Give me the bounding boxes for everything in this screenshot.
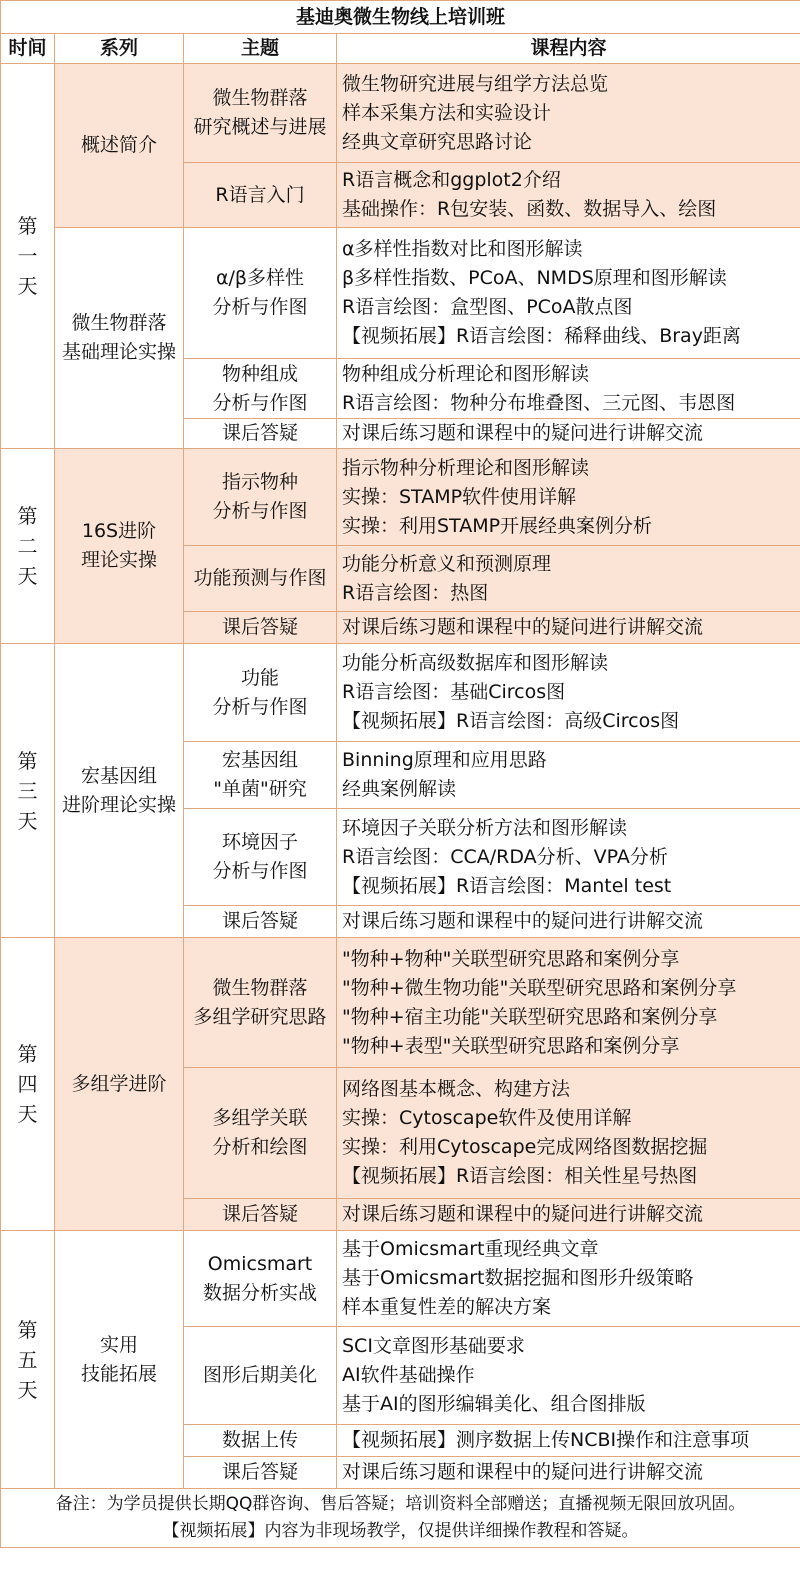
topic-name-line: 数据分析实战 — [202, 1281, 317, 1304]
content-line: 实操：利用STAMP开展经典案例分析 — [342, 514, 653, 537]
content-line: 样本采集方法和实验设计 — [342, 101, 552, 124]
day-char: 天 — [17, 1102, 38, 1126]
content-line: 【视频拓展】R语言绘图：Mantel test — [342, 874, 672, 897]
content-line: Binning原理和应用思路 — [342, 749, 547, 771]
topic-name-line: 微生物群落 — [212, 976, 308, 999]
content-line: 经典案例解读 — [342, 778, 457, 800]
topic-name-line: 物种组成 — [221, 362, 298, 385]
header-topic: 主题 — [184, 34, 337, 64]
day-cell — [1, 644, 55, 938]
day-char: 天 — [17, 564, 38, 588]
content-line: 对课后练习题和课程中的疑问进行讲解交流 — [342, 1461, 704, 1483]
table-row — [1, 449, 800, 546]
day-char: 第 — [17, 504, 38, 528]
series-name-line: 宏基因组 — [80, 764, 157, 787]
table-row — [1, 64, 800, 163]
content-line: α多样性指数对比和图形解读 — [342, 238, 583, 260]
content-line: 网络图基本概念、构建方法 — [342, 1078, 571, 1100]
topic-cell — [184, 228, 337, 359]
content-line: R语言绘图：CCA/RDA分析、VPA分析 — [342, 845, 668, 868]
content-cell — [337, 906, 800, 938]
content-line: 基于Omicsmart重现经典文章 — [342, 1238, 599, 1260]
content-cell — [337, 742, 800, 809]
content-line: "物种+表型"关联型研究思路和案例分享 — [342, 1034, 680, 1057]
topic-name-line: 课后答疑 — [221, 1203, 298, 1225]
topic-name-line: 指示物种 — [221, 471, 298, 493]
content-line: 指示物种分析理论和图形解读 — [342, 456, 590, 479]
topic-name-line: Omicsmart — [207, 1252, 313, 1275]
content-line: 对课后练习题和课程中的疑问进行讲解交流 — [342, 422, 704, 444]
content-line: 功能分析高级数据库和图形解读 — [342, 652, 609, 674]
topic-name-line: 数据上传 — [221, 1429, 298, 1451]
topic-name-line: 图形后期美化 — [202, 1364, 317, 1386]
topic-cell — [184, 1457, 337, 1489]
topic-cell — [184, 419, 337, 449]
topic-name-line: R语言入门 — [215, 183, 305, 206]
topic-cell — [184, 1425, 337, 1457]
day-cell — [1, 938, 55, 1231]
content-line: 基础操作：R包安装、函数、数据导入、绘图 — [342, 198, 717, 220]
content-cell — [337, 809, 800, 906]
day-char: 二 — [17, 534, 38, 558]
topic-name-line: 功能 — [240, 666, 279, 689]
topic-name-line: 多组学研究思路 — [193, 1005, 327, 1028]
topic-name-line: 分析与作图 — [212, 500, 308, 522]
topic-cell — [184, 163, 337, 228]
content-line: 样本重复性差的解决方案 — [342, 1296, 552, 1318]
day-char: 天 — [17, 1377, 38, 1402]
day-char: 第 — [17, 214, 38, 238]
series-cell — [55, 64, 184, 228]
series-name-line: 理论实操 — [80, 549, 157, 571]
day-char: 第 — [17, 1317, 38, 1342]
series-cell — [55, 1231, 184, 1489]
header-series: 系列 — [55, 34, 184, 64]
topic-cell — [184, 449, 337, 546]
content-line: R语言绘图：盒型图、PCoA散点图 — [342, 296, 633, 318]
topic-cell — [184, 1231, 337, 1327]
content-cell — [337, 64, 800, 163]
day-char: 五 — [17, 1347, 38, 1372]
series-cell — [55, 449, 184, 644]
topic-cell — [184, 612, 337, 644]
series-name-line: 基础理论实操 — [61, 341, 176, 363]
content-cell — [337, 546, 800, 612]
topic-name-line: 课后答疑 — [221, 910, 298, 932]
header-content: 课程内容 — [337, 34, 800, 64]
topic-name-line: 环境因子 — [221, 831, 298, 853]
table-row — [1, 938, 800, 1068]
content-line: 【视频拓展】R语言绘图：稀释曲线、Bray距离 — [342, 325, 741, 347]
header-time: 时间 — [1, 34, 55, 64]
content-cell — [337, 449, 800, 546]
content-line: 【视频拓展】R语言绘图：高级Circos图 — [342, 710, 680, 732]
topic-cell — [184, 1199, 337, 1231]
content-line: 对课后练习题和课程中的疑问进行讲解交流 — [342, 1203, 704, 1225]
content-line: 实操：利用Cytoscape完成网络图数据挖掘 — [342, 1136, 708, 1158]
content-line: 实操：Cytoscape软件及使用详解 — [342, 1107, 632, 1129]
topic-cell — [184, 546, 337, 612]
content-line: AI软件基础操作 — [342, 1364, 475, 1386]
content-line: 实操：STAMP软件使用详解 — [342, 485, 577, 508]
content-line: 基于Omicsmart数据挖掘和图形升级策略 — [342, 1267, 694, 1289]
topic-name-line: α/β多样性 — [215, 267, 305, 289]
series-name-line: 实用 — [99, 1333, 138, 1356]
table-row — [1, 644, 800, 742]
content-cell — [337, 644, 800, 742]
topic-name-line: 分析与作图 — [212, 296, 308, 318]
series-cell — [55, 228, 184, 449]
topic-cell — [184, 1068, 337, 1199]
content-line: 经典文章研究思路讨论 — [342, 130, 533, 153]
topic-name-line: 微生物群落 — [212, 87, 308, 109]
topic-cell — [184, 742, 337, 809]
topic-name-line: 课后答疑 — [221, 422, 298, 444]
series-cell — [55, 938, 184, 1231]
topic-cell — [184, 1327, 337, 1425]
topic-name-line: 分析与作图 — [212, 860, 308, 882]
content-line: R语言概念和ggplot2介绍 — [342, 169, 561, 191]
content-cell — [337, 1231, 800, 1327]
topic-cell — [184, 938, 337, 1068]
content-line: 对课后练习题和课程中的疑问进行讲解交流 — [342, 910, 704, 932]
day-char: 天 — [17, 808, 38, 833]
day-char: 三 — [17, 778, 38, 803]
day-cell — [1, 1231, 55, 1489]
footer-note-line2: 【视频拓展】内容为非现场教学，仅提供详细操作教程和答疑。 — [162, 1521, 639, 1541]
page-title: 基迪奥微生物线上培训班 — [1, 1, 800, 34]
content-cell — [337, 1425, 800, 1457]
topic-name-line: 研究概述与进展 — [193, 116, 327, 138]
day-char: 天 — [17, 274, 38, 298]
day-cell — [1, 64, 55, 449]
topic-name-line: 分析与作图 — [212, 391, 308, 414]
series-name-line: 概述简介 — [80, 134, 157, 156]
content-line: 微生物研究进展与组学方法总览 — [342, 72, 609, 95]
topic-cell — [184, 644, 337, 742]
content-cell — [337, 419, 800, 449]
series-name-line: 多组学进阶 — [71, 1072, 167, 1095]
day-char: 四 — [17, 1072, 38, 1096]
content-line: 环境因子关联分析方法和图形解读 — [342, 816, 628, 839]
content-line: SCI文章图形基础要求 — [342, 1335, 525, 1357]
content-cell — [337, 938, 800, 1068]
topic-name-line: 宏基因组 — [221, 749, 298, 771]
footer-note-line1: 备注：为学员提供长期QQ群咨询、售后答疑；培训资料全部赠送；直播视频无限回放巩固。 — [55, 1494, 746, 1514]
topic-name-line: "单菌"研究 — [213, 778, 307, 800]
topic-name-line: 功能预测与作图 — [193, 567, 327, 589]
content-cell — [337, 228, 800, 359]
content-cell — [337, 359, 800, 419]
day-char: 一 — [17, 244, 38, 268]
topic-name-line: 分析与作图 — [212, 695, 308, 718]
series-name-line: 微生物群落 — [71, 312, 167, 334]
topic-cell — [184, 809, 337, 906]
day-char: 第 — [17, 748, 38, 773]
content-line: 对课后练习题和课程中的疑问进行讲解交流 — [342, 616, 704, 638]
content-cell — [337, 612, 800, 644]
content-line: R语言绘图：物种分布堆叠图、三元图、韦恩图 — [342, 391, 736, 414]
content-cell — [337, 1457, 800, 1489]
day-char: 第 — [17, 1042, 38, 1066]
series-name-line: 技能拓展 — [80, 1362, 157, 1385]
day-cell — [1, 449, 55, 644]
content-line: 【视频拓展】R语言绘图：相关性星号热图 — [342, 1165, 698, 1187]
topic-name-line: 课后答疑 — [221, 616, 298, 638]
content-line: R语言绘图：热图 — [342, 581, 489, 604]
content-line: "物种+宿主功能"关联型研究思路和案例分享 — [342, 1005, 718, 1028]
content-cell — [337, 1327, 800, 1425]
content-cell — [337, 1068, 800, 1199]
footer-note — [1, 1489, 800, 1548]
content-line: 物种组成分析理论和图形解读 — [342, 362, 590, 385]
content-line: 【视频拓展】测序数据上传NCBI操作和注意事项 — [342, 1429, 750, 1451]
topic-name-line: 多组学关联 — [212, 1107, 308, 1129]
content-line: "物种+微生物功能"关联型研究思路和案例分享 — [342, 976, 737, 999]
content-line: 基于AI的图形编辑美化、组合图排版 — [342, 1393, 646, 1415]
schedule-body — [1, 64, 800, 1489]
topic-cell — [184, 64, 337, 163]
content-line: "物种+物种"关联型研究思路和案例分享 — [342, 947, 680, 970]
content-line: R语言绘图：基础Circos图 — [342, 681, 566, 703]
topic-name-line: 课后答疑 — [221, 1461, 298, 1483]
content-cell — [337, 1199, 800, 1231]
topic-name-line: 分析和绘图 — [212, 1136, 308, 1158]
content-cell — [337, 163, 800, 228]
topic-cell — [184, 359, 337, 419]
table-row — [1, 228, 800, 359]
topic-cell — [184, 906, 337, 938]
content-line: β多样性指数、PCoA、NMDS原理和图形解读 — [342, 267, 727, 289]
series-name-line: 16S进阶 — [81, 520, 157, 542]
series-name-line: 进阶理论实操 — [61, 793, 176, 816]
series-cell — [55, 644, 184, 938]
table-row — [1, 1231, 800, 1327]
content-line: 功能分析意义和预测原理 — [342, 552, 552, 575]
